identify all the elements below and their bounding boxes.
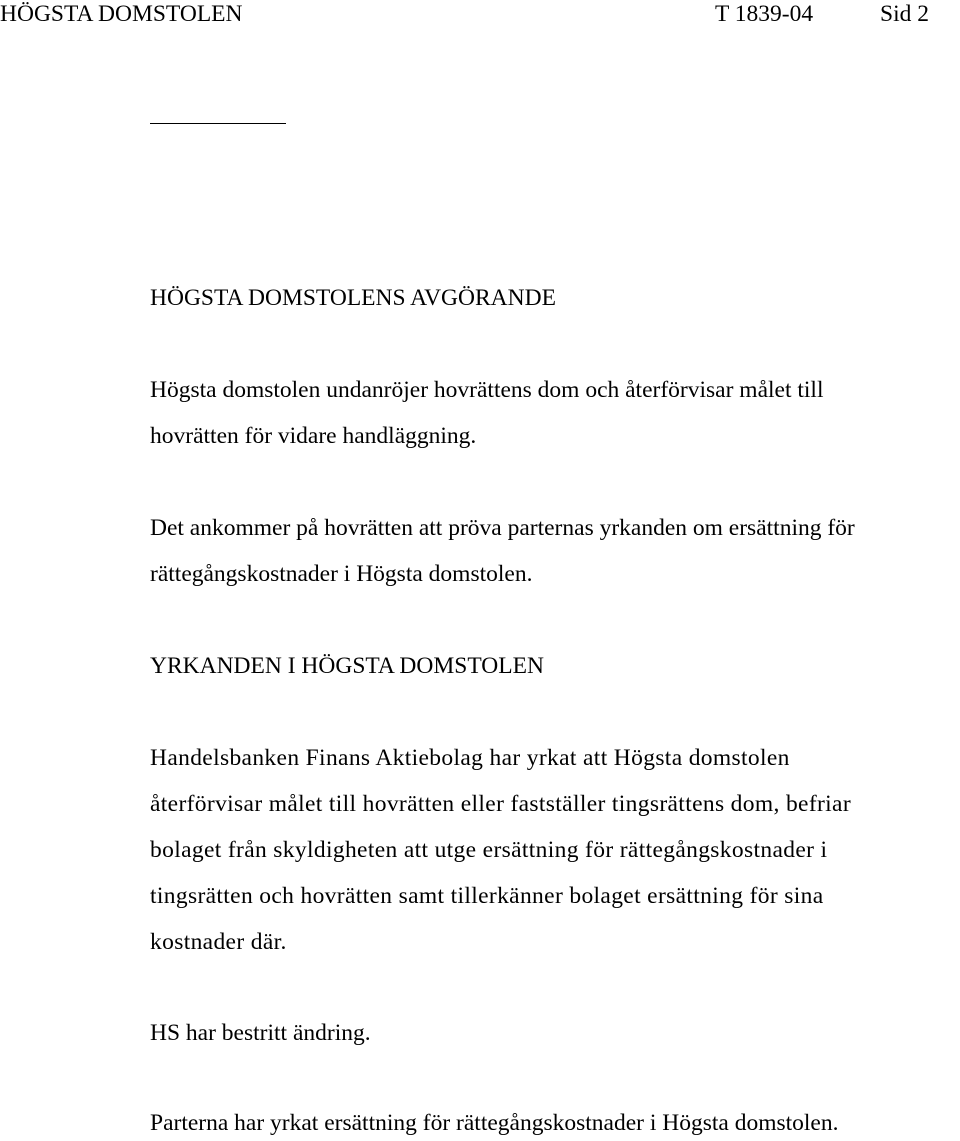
costs-line-2: rättegångskostnader i Högsta domstolen. (150, 561, 533, 587)
claims-line-4: tingsrätten och hovrätten samt tillerkänner bolaget ersättning för sina (150, 883, 824, 909)
header-court-name: HÖGSTA DOMSTOLEN (0, 1, 243, 27)
decision-heading: HÖGSTA DOMSTOLENS AVGÖRANDE (150, 285, 556, 311)
claims-line-2: återförvisar målet till hovrätten eller fastställer tingsrättens dom, befriar (150, 791, 852, 817)
claims-heading: YRKANDEN I HÖGSTA DOMSTOLEN (150, 653, 544, 679)
parties-claim-line: Parterna har yrkat ersättning för rättegångskostnader i Högsta domstolen. (150, 1110, 839, 1136)
claims-line-1: Handelsbanken Finans Aktiebolag har yrkat att Högsta domstolen (150, 745, 790, 771)
header-case-number: T 1839-04 (715, 1, 814, 27)
claims-line-5: kostnader där. (150, 929, 287, 955)
decision-line-2: hovrätten för vidare handläggning. (150, 423, 477, 449)
decision-line-1: Högsta domstolen undanröjer hovrättens dom och återförvisar målet till (150, 377, 824, 403)
header-page-number: Sid 2 (880, 1, 929, 27)
costs-line-1: Det ankommer på hovrätten att pröva parternas yrkanden om ersättning för (150, 515, 855, 541)
hs-statement: HS har bestritt ändring. (150, 1020, 371, 1046)
claims-line-3: bolaget från skyldigheten att utge ersättning för rättegångskostnader i (150, 837, 828, 863)
separator-rule (150, 123, 286, 124)
